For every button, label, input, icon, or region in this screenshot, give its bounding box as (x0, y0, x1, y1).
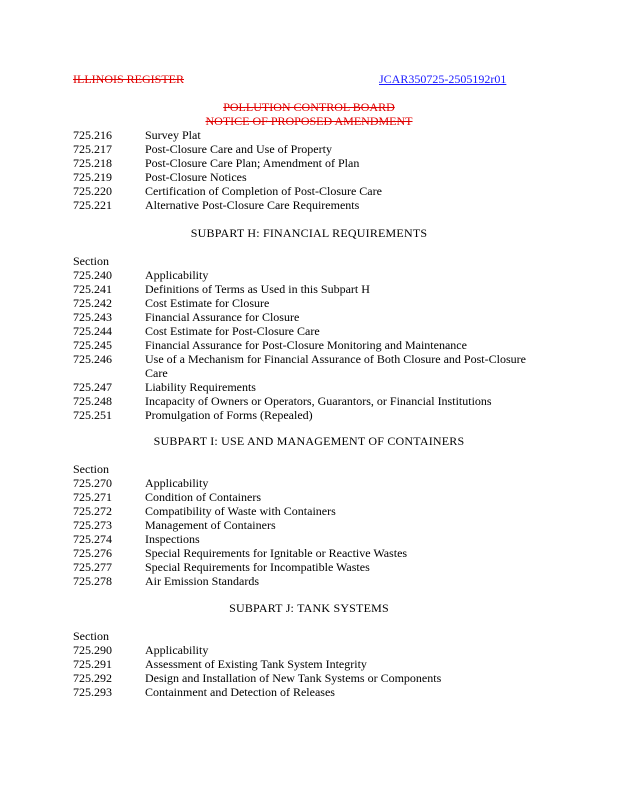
section-number: 725.273 (73, 518, 112, 532)
section-number: 725.216 (73, 128, 112, 142)
section-title: Assessment of Existing Tank System Integrity (145, 657, 367, 671)
section-title: Compatibility of Waste with Containers (145, 504, 336, 518)
section-title: Special Requirements for Incompatible Wastes (145, 560, 370, 574)
section-number: 725.291 (73, 657, 112, 671)
section-title: Survey Plat (145, 128, 201, 142)
section-title: Air Emission Standards (145, 574, 259, 588)
section-label: Section (73, 462, 109, 476)
section-number: 725.221 (73, 198, 112, 212)
section-title: Post-Closure Care Plan; Amendment of Plan (145, 156, 360, 170)
section-number: 725.241 (73, 282, 112, 296)
section-title: Liability Requirements (145, 380, 256, 394)
section-title: Financial Assurance for Closure (145, 310, 300, 324)
section-title: Management of Containers (145, 518, 276, 532)
section-title: Applicability (145, 476, 209, 490)
section-title-continuation: Care (145, 366, 168, 380)
section-title: Condition of Containers (145, 490, 261, 504)
section-number: 725.219 (73, 170, 112, 184)
section-title: Cost Estimate for Post-Closure Care (145, 324, 320, 338)
section-number: 725.278 (73, 574, 112, 588)
section-number: 725.217 (73, 142, 112, 156)
subpart-heading: SUBPART H: FINANCIAL REQUIREMENTS (190, 226, 428, 240)
section-number: 725.276 (73, 546, 112, 560)
section-number: 725.277 (73, 560, 112, 574)
section-title: Promulgation of Forms (Repealed) (145, 408, 313, 422)
section-number: 725.220 (73, 184, 112, 198)
subpart-heading: SUBPART I: USE AND MANAGEMENT OF CONTAINERS (153, 434, 465, 448)
section-title: Design and Installation of New Tank Systems or Components (145, 671, 442, 685)
section-number: 725.292 (73, 671, 112, 685)
section-title: Applicability (145, 268, 209, 282)
section-title: Applicability (145, 643, 209, 657)
section-title: Alternative Post-Closure Care Requirements (145, 198, 360, 212)
subpart-heading: SUBPART J: TANK SYSTEMS (229, 601, 389, 615)
section-title: Post-Closure Notices (145, 170, 247, 184)
section-number: 725.251 (73, 408, 112, 422)
section-number: 725.243 (73, 310, 112, 324)
section-number: 725.274 (73, 532, 112, 546)
section-title: Inspections (145, 532, 200, 546)
section-title: Certification of Completion of Post-Closure Care (145, 184, 382, 198)
section-number: 725.248 (73, 394, 112, 408)
section-number: 725.242 (73, 296, 112, 310)
section-title: Containment and Detection of Releases (145, 685, 335, 699)
section-number: 725.247 (73, 380, 112, 394)
section-title: Use of a Mechanism for Financial Assurance of Both Closure and Post-Closure (145, 352, 526, 366)
section-number: 725.245 (73, 338, 112, 352)
section-title: Cost Estimate for Closure (145, 296, 270, 310)
section-number: 725.290 (73, 643, 112, 657)
section-number: 725.271 (73, 490, 112, 504)
section-number: 725.240 (73, 268, 112, 282)
section-number: 725.244 (73, 324, 112, 338)
section-title: Special Requirements for Ignitable or Reactive Wastes (145, 546, 408, 560)
section-number: 725.272 (73, 504, 112, 518)
section-number: 725.270 (73, 476, 112, 490)
register-header: ILLINOIS REGISTER (73, 72, 184, 86)
section-label: Section (73, 629, 109, 643)
jcar-reference-link[interactable]: JCAR350725-2505192r01 (379, 72, 507, 86)
section-number: 725.218 (73, 156, 112, 170)
section-label: Section (73, 254, 109, 268)
notice-title: NOTICE OF PROPOSED AMENDMENT (205, 114, 413, 128)
section-number: 725.246 (73, 352, 112, 366)
section-number: 725.293 (73, 685, 112, 699)
section-title: Definitions of Terms as Used in this Subpart H (145, 282, 370, 296)
board-title: POLLUTION CONTROL BOARD (223, 100, 395, 114)
section-title: Financial Assurance for Post-Closure Monitoring and Maintenance (145, 338, 467, 352)
section-title: Incapacity of Owners or Operators, Guarantors, or Financial Institutions (145, 394, 492, 408)
section-title: Post-Closure Care and Use of Property (145, 142, 332, 156)
